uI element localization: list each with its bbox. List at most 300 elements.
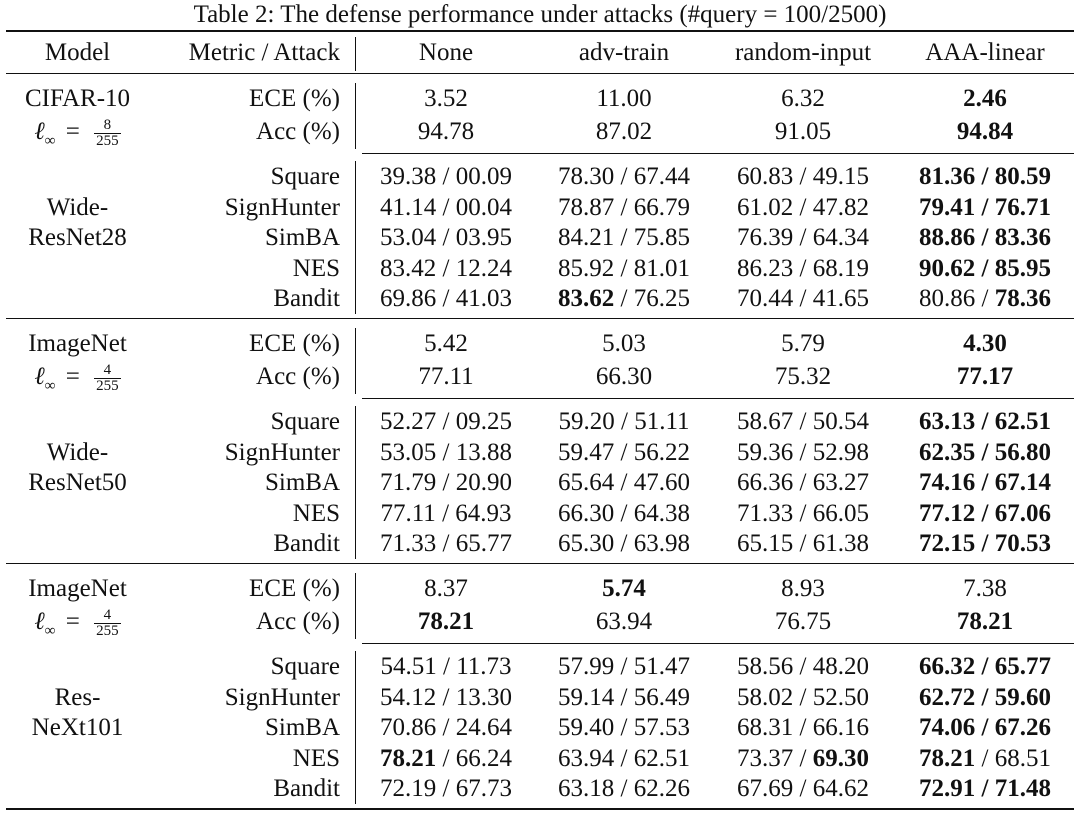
query-2500-value: 62.51 [633, 744, 690, 772]
query-100-value: 54.51 [380, 653, 437, 680]
query-2500-value: 64.62 [812, 775, 869, 803]
value-text: 75.32 [774, 363, 832, 390]
value-text: 6.32 [781, 85, 825, 112]
column-header: random-input [734, 39, 872, 66]
query-100-value: 79.41 [919, 193, 976, 221]
separator-slash: / [614, 254, 634, 282]
separator-slash: / [975, 193, 995, 221]
query-2500-value: 20.90 [455, 469, 512, 497]
metric-value [362, 573, 530, 604]
separator-slash: / [436, 683, 456, 711]
query-100-value: 74.06 [919, 714, 976, 742]
metric-name: ECE (%) [249, 85, 340, 112]
query-100-value: 72.91 [919, 775, 976, 803]
model-name-line2: NeXt101 [31, 714, 124, 741]
metric-value [718, 573, 888, 604]
epsilon-symbol: ℓ$_\infty$ [34, 608, 56, 639]
attack-result [362, 406, 530, 437]
attack-result [362, 712, 530, 743]
epsilon-fraction [94, 608, 121, 639]
query-100-value: 59.14 [558, 683, 615, 711]
separator-slash: / [436, 438, 456, 466]
query-100-value: 54.12 [380, 683, 437, 711]
value-text: 94.84 [956, 118, 1014, 145]
epsilon-numerator: 8 [94, 118, 121, 134]
metric-value [718, 83, 888, 114]
dataset-name: ImageNet [28, 575, 127, 602]
epsilon-symbol: ℓ$_\infty$ [34, 118, 56, 149]
query-100-value: 59.47 [558, 438, 615, 466]
attack-name: NES [292, 254, 340, 282]
attack-result [362, 743, 530, 774]
attack-name: Square [270, 408, 340, 435]
query-2500-value: 51.47 [633, 653, 690, 680]
attack-result [362, 773, 530, 804]
metric-name: Acc (%) [256, 363, 340, 390]
separator-slash: / [975, 469, 995, 497]
query-2500-value: 11.73 [456, 653, 512, 680]
separator-slash: / [614, 499, 634, 527]
query-100-value: 59.20 [558, 408, 615, 435]
separator-slash: / [614, 163, 634, 190]
query-100-value: 88.86 [919, 224, 976, 252]
query-100-value: 81.36 [919, 163, 976, 190]
value-text: 91.05 [774, 118, 832, 145]
query-2500-value: 47.82 [812, 193, 869, 221]
epsilon-numerator: 4 [94, 608, 121, 624]
attack-result [540, 192, 708, 223]
attack-result [718, 712, 888, 743]
attack-result [362, 498, 530, 529]
separator-slash: / [614, 714, 634, 742]
metric-value [540, 606, 708, 637]
query-100-value: 84.21 [558, 224, 615, 252]
query-100-value: 66.30 [558, 499, 615, 527]
query-2500-value: 71.48 [994, 775, 1051, 803]
query-100-value: 71.79 [380, 469, 437, 497]
query-2500-value: 65.77 [455, 530, 512, 558]
epsilon-denominator: 255 [96, 377, 119, 394]
separator-slash: / [793, 714, 813, 742]
query-2500-value: 49.15 [812, 163, 869, 190]
query-2500-value: 67.44 [633, 163, 690, 190]
query-100-value: 67.69 [737, 775, 794, 803]
column-header: AAA-linear [925, 39, 1045, 66]
query-2500-value: 68.19 [812, 254, 869, 282]
model-name-line1: Wide- [46, 439, 109, 466]
epsilon-bound [10, 606, 145, 637]
query-2500-value: 64.34 [812, 224, 869, 252]
metric-name: ECE (%) [249, 330, 340, 357]
metric-name: Acc (%) [256, 608, 340, 635]
query-100-value: 65.15 [737, 530, 794, 558]
query-100-value: 66.36 [737, 469, 794, 497]
query-2500-value: 41.03 [455, 285, 512, 313]
attack-result [540, 498, 708, 529]
model-name-line2: ResNet50 [28, 469, 127, 496]
attack-result [362, 682, 530, 713]
attack-result [540, 253, 708, 284]
query-2500-value: 56.80 [994, 438, 1051, 466]
separator-slash: / [793, 530, 813, 558]
epsilon-fraction [94, 363, 121, 394]
query-2500-value: 76.71 [994, 193, 1051, 221]
separator-slash: / [793, 408, 813, 435]
query-2500-value: 66.16 [812, 714, 869, 742]
separator-slash: / [436, 224, 456, 252]
attack-result [718, 437, 888, 468]
separator-slash: / [614, 224, 634, 252]
value-text: 3.52 [424, 85, 468, 112]
query-2500-value: 56.22 [633, 438, 690, 466]
query-100-value: 73.37 [737, 744, 794, 772]
query-100-value: 63.94 [558, 744, 615, 772]
attack-result [540, 528, 708, 559]
attack-result [718, 192, 888, 223]
attack-result [898, 498, 1072, 529]
metric-name: ECE (%) [249, 575, 340, 602]
attack-result [718, 528, 888, 559]
query-100-value: 86.23 [737, 254, 794, 282]
attack-result [898, 161, 1072, 192]
dataset-name: ImageNet [28, 330, 127, 357]
query-2500-value: 63.98 [633, 530, 690, 558]
attack-result [540, 773, 708, 804]
metric-value [718, 328, 888, 359]
attack-result [898, 437, 1072, 468]
separator-slash: / [436, 163, 456, 190]
separator-slash: / [614, 775, 634, 803]
separator-slash: / [436, 285, 456, 313]
query-2500-value: 13.88 [455, 438, 512, 466]
separator-slash: / [975, 714, 995, 742]
value-text: 63.94 [595, 608, 653, 635]
attack-result [718, 222, 888, 253]
query-100-value: 78.87 [558, 193, 615, 221]
query-100-value: 41.14 [380, 193, 437, 221]
separator-slash: / [975, 683, 995, 711]
attack-name: SimBA [264, 714, 340, 742]
epsilon-denominator: 255 [96, 622, 119, 639]
separator-slash: / [614, 744, 634, 772]
query-100-value: 77.12 [919, 499, 976, 527]
separator-slash: / [793, 499, 813, 527]
attack-result [540, 682, 708, 713]
query-2500-value: 51.11 [634, 408, 690, 435]
attack-result [362, 253, 530, 284]
value-text: 11.00 [596, 85, 652, 112]
equals-sign: = [59, 608, 87, 635]
query-2500-value: 66.24 [455, 744, 512, 772]
column-separator [355, 651, 356, 804]
query-100-value: 62.72 [919, 683, 976, 711]
value-text: 8.37 [424, 575, 468, 602]
query-2500-value: 69.30 [812, 744, 869, 772]
metric-name: Acc (%) [256, 118, 340, 145]
separator-slash: / [436, 254, 456, 282]
metric-value [362, 83, 530, 114]
query-100-value: 61.02 [737, 193, 794, 221]
column-separator [355, 83, 356, 149]
query-100-value: 78.30 [558, 163, 615, 190]
separator-slash: / [436, 469, 456, 497]
query-100-value: 57.99 [558, 653, 615, 680]
value-text: 87.02 [595, 118, 653, 145]
attack-name: SimBA [264, 469, 340, 497]
epsilon-numerator: 4 [94, 363, 121, 379]
value-text: 5.42 [424, 330, 468, 357]
column-separator [355, 37, 356, 71]
table-caption: Table 2: The defense performance under attacks (#query = 100/2500) [193, 1, 887, 28]
query-100-value: 77.11 [380, 499, 436, 527]
query-100-value: 71.33 [737, 499, 794, 527]
attack-result [898, 467, 1072, 498]
attack-result [898, 528, 1072, 559]
metric-value [362, 606, 530, 637]
metric-value [540, 328, 708, 359]
attack-result [898, 222, 1072, 253]
attack-result [718, 743, 888, 774]
model-name-line1: Res- [54, 684, 101, 711]
column-separator [355, 406, 356, 559]
metric-value [718, 116, 888, 147]
metric-value [362, 361, 530, 392]
metric-value [898, 328, 1072, 359]
attack-result [362, 528, 530, 559]
query-2500-value: 59.60 [994, 683, 1051, 711]
separator-slash: / [436, 408, 456, 435]
model-name-line1: Wide- [46, 194, 109, 221]
query-2500-value: 66.79 [633, 193, 690, 221]
value-text: 78.21 [417, 608, 475, 635]
attack-result [718, 253, 888, 284]
table-rule [6, 73, 1074, 74]
separator-slash: / [793, 254, 813, 282]
separator-slash: / [436, 530, 456, 558]
separator-slash: / [793, 438, 813, 466]
attack-name: NES [292, 499, 340, 527]
metric-value [540, 83, 708, 114]
table-rule [6, 30, 1074, 32]
separator-slash: / [436, 714, 456, 742]
query-2500-value: 57.53 [633, 714, 690, 742]
separator-slash: / [793, 775, 813, 803]
query-2500-value: 00.09 [455, 163, 512, 190]
separator-slash: / [614, 408, 635, 435]
query-100-value: 60.83 [737, 163, 794, 190]
query-100-value: 39.38 [380, 163, 437, 190]
query-2500-value: 03.95 [455, 224, 512, 252]
column-header: Metric / Attack [188, 39, 340, 66]
attack-result [718, 498, 888, 529]
attack-result [540, 467, 708, 498]
epsilon-symbol: ℓ$_\infty$ [34, 363, 56, 394]
attack-result [540, 406, 708, 437]
value-text: 77.11 [418, 363, 474, 390]
query-100-value: 70.44 [737, 285, 794, 313]
epsilon-denominator: 255 [96, 132, 119, 149]
query-100-value: 65.30 [558, 530, 615, 558]
query-100-value: 72.19 [380, 775, 437, 803]
query-2500-value: 00.04 [455, 193, 512, 221]
attack-result [898, 682, 1072, 713]
query-100-value: 65.64 [558, 469, 615, 497]
attack-result [540, 222, 708, 253]
table-rule [6, 318, 1074, 319]
query-100-value: 71.33 [380, 530, 437, 558]
attack-result [362, 222, 530, 253]
separator-slash: / [614, 653, 634, 680]
query-100-value: 85.92 [558, 254, 615, 282]
query-2500-value: 63.27 [812, 469, 869, 497]
attack-name: SignHunter [224, 193, 340, 221]
dataset-name: CIFAR-10 [24, 85, 131, 112]
attack-name: Square [270, 163, 340, 190]
metric-attack-divider [362, 153, 1074, 154]
query-2500-value: 41.65 [812, 285, 869, 313]
attack-result [362, 467, 530, 498]
metric-value [362, 116, 530, 147]
value-text: 7.38 [963, 575, 1007, 602]
separator-slash: / [975, 285, 995, 313]
query-2500-value: 52.98 [812, 438, 869, 466]
query-100-value: 70.86 [380, 714, 437, 742]
separator-slash: / [436, 653, 457, 680]
attack-result [718, 773, 888, 804]
separator-slash: / [793, 193, 813, 221]
query-2500-value: 24.64 [455, 714, 512, 742]
query-100-value: 90.62 [919, 254, 976, 282]
separator-slash: / [793, 163, 813, 190]
metric-value [718, 361, 888, 392]
query-2500-value: 80.59 [994, 163, 1051, 190]
query-2500-value: 67.06 [994, 499, 1051, 527]
query-2500-value: 64.93 [455, 499, 512, 527]
attack-result [718, 651, 888, 682]
query-100-value: 78.21 [919, 744, 976, 772]
attack-result [362, 437, 530, 468]
metric-attack-divider [362, 398, 1074, 399]
query-100-value: 80.86 [919, 285, 976, 313]
metric-value [718, 606, 888, 637]
query-100-value: 62.35 [919, 438, 976, 466]
separator-slash: / [975, 775, 995, 803]
table-rule [6, 808, 1074, 810]
query-2500-value: 67.26 [994, 714, 1051, 742]
epsilon-bound [10, 361, 145, 392]
attack-result [898, 773, 1072, 804]
separator-slash: / [793, 683, 813, 711]
separator-slash: / [435, 499, 456, 527]
query-2500-value: 12.24 [455, 254, 512, 282]
query-100-value: 69.86 [380, 285, 437, 313]
value-text: 5.03 [602, 330, 646, 357]
attack-result [362, 651, 530, 682]
query-2500-value: 81.01 [633, 254, 690, 282]
separator-slash: / [975, 438, 995, 466]
separator-slash: / [793, 285, 813, 313]
separator-slash: / [614, 469, 634, 497]
attack-result [540, 283, 708, 314]
attack-name: Bandit [273, 285, 340, 313]
column-separator [355, 328, 356, 394]
value-text: 78.21 [956, 608, 1014, 635]
attack-result [540, 712, 708, 743]
attack-name: Bandit [273, 775, 340, 803]
separator-slash: / [614, 285, 634, 313]
table-rule [6, 563, 1074, 564]
attack-result [898, 253, 1072, 284]
separator-slash: / [793, 469, 813, 497]
query-2500-value: 64.38 [633, 499, 690, 527]
query-100-value: 74.16 [919, 469, 976, 497]
query-100-value: 83.62 [558, 285, 615, 313]
attack-name: SignHunter [224, 438, 340, 466]
metric-value [540, 361, 708, 392]
query-100-value: 72.15 [919, 530, 976, 558]
query-2500-value: 67.14 [994, 469, 1051, 497]
query-2500-value: 48.20 [812, 653, 869, 680]
value-text: 2.46 [963, 85, 1007, 112]
query-100-value: 66.32 [919, 653, 976, 680]
value-text: 5.79 [781, 330, 825, 357]
query-2500-value: 70.53 [994, 530, 1051, 558]
model-name-line2: ResNet28 [28, 224, 127, 251]
separator-slash: / [793, 653, 813, 680]
attack-result [898, 192, 1072, 223]
query-2500-value: 52.50 [812, 683, 869, 711]
attack-name: SimBA [264, 224, 340, 252]
metric-value [898, 606, 1072, 637]
metric-attack-divider [362, 643, 1074, 644]
query-100-value: 58.56 [737, 653, 794, 680]
query-2500-value: 78.36 [994, 285, 1051, 313]
metric-value [898, 361, 1072, 392]
equals-sign: = [59, 363, 87, 390]
query-100-value: 53.05 [380, 438, 437, 466]
separator-slash: / [793, 744, 813, 772]
attack-result [898, 283, 1072, 314]
separator-slash: / [975, 499, 995, 527]
attack-result [718, 161, 888, 192]
value-text: 8.93 [781, 575, 825, 602]
attack-result [362, 192, 530, 223]
query-100-value: 83.42 [380, 254, 437, 282]
attack-name: Bandit [273, 530, 340, 558]
separator-slash: / [436, 775, 456, 803]
attack-result [718, 467, 888, 498]
metric-value [540, 116, 708, 147]
attack-result [898, 651, 1072, 682]
value-text: 66.30 [595, 363, 653, 390]
attack-result [540, 743, 708, 774]
column-separator [355, 161, 356, 314]
attack-result [362, 283, 530, 314]
query-100-value: 52.27 [380, 408, 437, 435]
query-2500-value: 62.26 [633, 775, 690, 803]
value-text: 5.74 [602, 575, 646, 602]
attack-result [362, 161, 530, 192]
separator-slash: / [436, 744, 456, 772]
metric-value [540, 573, 708, 604]
separator-slash: / [614, 193, 634, 221]
metric-value [898, 116, 1072, 147]
column-header: Model [44, 39, 111, 66]
query-2500-value: 83.36 [994, 224, 1051, 252]
query-100-value: 53.04 [380, 224, 437, 252]
separator-slash: / [614, 530, 634, 558]
query-2500-value: 61.38 [812, 530, 869, 558]
